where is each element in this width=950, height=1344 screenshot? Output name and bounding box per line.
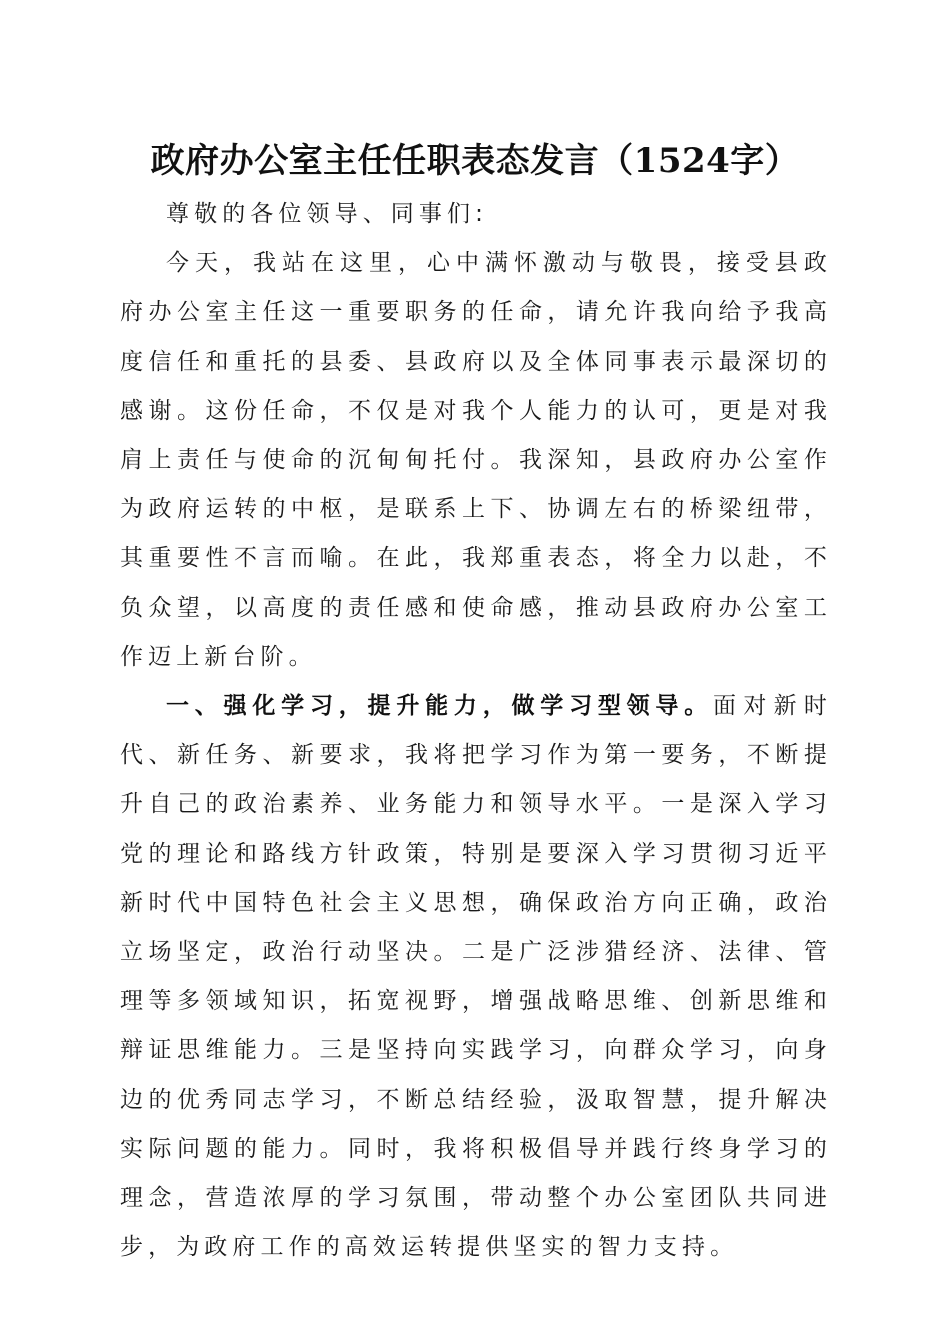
greeting-paragraph: 尊敬的各位领导、同事们: <box>166 201 488 227</box>
section-1-heading: 一、强化学习，提升能力，做学习型领导。 <box>166 693 714 720</box>
section-1-paragraph <box>120 682 832 1272</box>
intro-paragraph: 今天，我站在这里，心中满怀激动与敬畏，接受县政府办公室主任这一重要职务的任命，请允许我向给予我高度信任和重托的县委、县政府以及全体同事表示最深切的感谢。这份任命，不仅是对我个人能力的认可，更是对我肩上责任与使命的沉甸甸托付。我深知，县政府办公室作为政府运转的中枢，是联系上下、协调左右的桥梁纽带，其重要性不言而喻。在此，我郑重表态，将全力以赴，不负众望，以高度的责任感和使命感，推动县政府办公室工作迈上新台阶。 <box>120 250 832 670</box>
document-title: 政府办公室主任任职表态发言（1524字） <box>150 141 800 181</box>
section-1-body: 面对新时代、新任务、新要求，我将把学习作为第一要务，不断提升自己的政治素养、业务能力和领导水平。一是深入学习党的理论和路线方针政策，特别是要深入学习贯彻习近平新时代中国特色社会主义思想，确保政治方向正确，政治立场坚定，政治行动坚决。二是广泛涉猎经济、法律、管理等多领域知识，拓宽视野，增强战略思维、创新思维和辩证思维能力。三是坚持向实践学习，向群众学习，向身边的优秀同志学习，不断总结经验，汲取智慧，提升解决实际问题的能力。同时，我将积极倡导并践行终身学习的理念，营造浓厚的学习氛围，带动整个办公室团队共同进步，为政府工作的高效运转提供坚实的智力支持。 <box>120 693 833 1261</box>
document-body <box>120 190 832 1272</box>
